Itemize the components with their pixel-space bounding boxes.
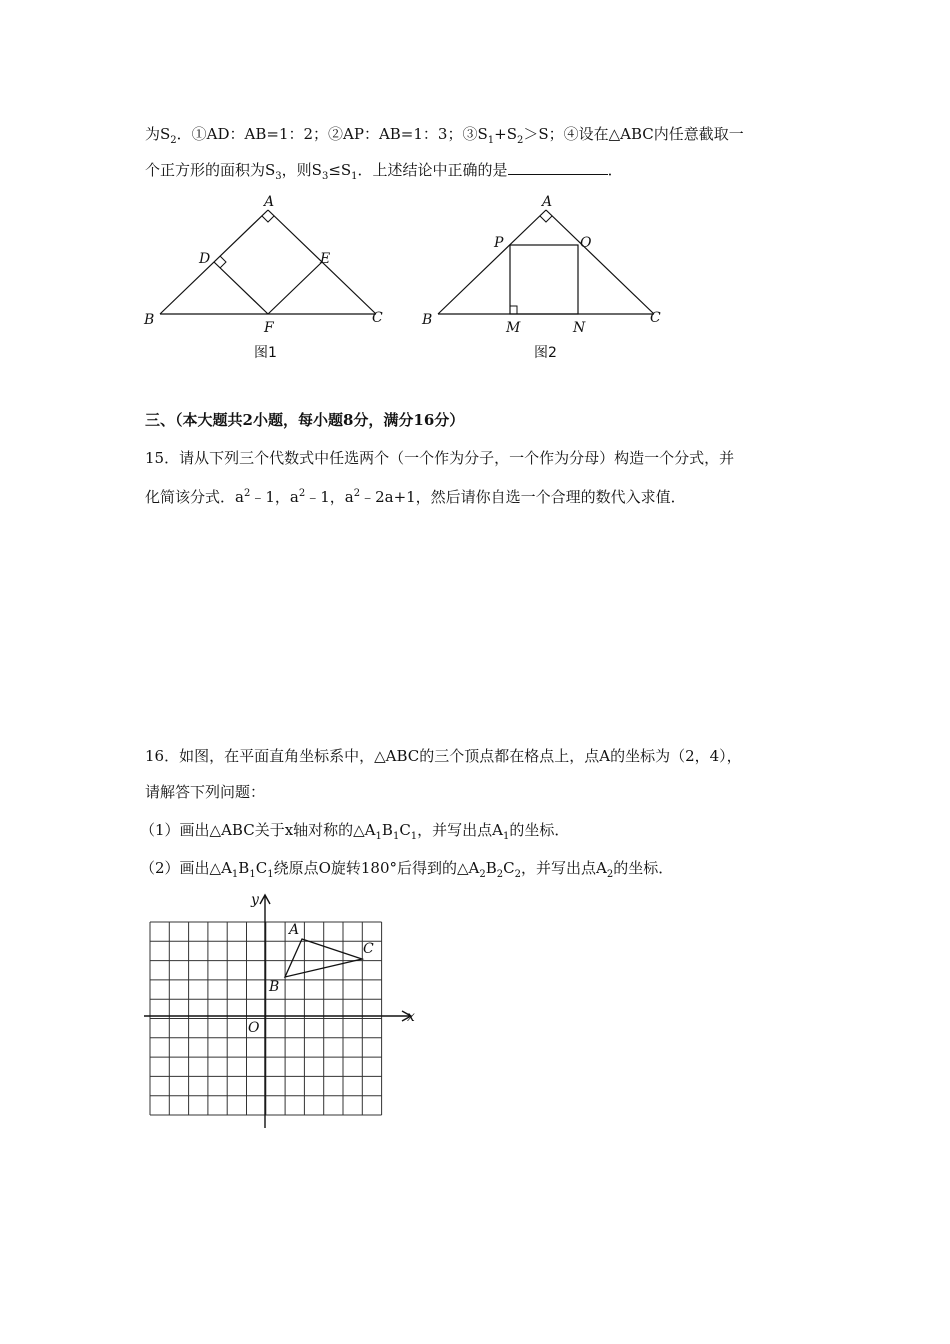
q16-text-line1: 16．如图，在平面直角坐标系中，△ABC的三个顶点都在格点上，点A的坐标为（2，4）， — [145, 747, 742, 765]
fig1-caption: 图1 — [254, 345, 277, 361]
fig2-right-angle-m — [510, 306, 517, 314]
fig2-label-a: A — [542, 194, 553, 210]
q14-text-line2: 个正方形的面积为$S_3$，则$S_3\le S_1$．上述结论中正确的是 ． — [145, 161, 623, 182]
axis-label-x: x — [407, 1009, 415, 1025]
fig1-right-angle-d — [220, 256, 226, 268]
point-label-b: B — [269, 979, 280, 995]
coordinate-grid — [140, 890, 430, 1135]
fig1-label-a: A — [264, 194, 275, 210]
origin-label: O — [248, 1020, 260, 1036]
fig2-label-b: B — [422, 312, 433, 328]
q16-part1: （1）画出△ABC关于x轴对称的$\triangle A_1B_1C_1$，并写出点$A_1$的坐标． — [140, 821, 570, 842]
fig1-seg-df — [214, 262, 268, 314]
answer-blank[interactable] — [508, 160, 608, 175]
q14-text-line1: 为$S_2$．①AD：AB=1：2；②AP：AB=1：3；$③S_1+S_2>S$；④设在△ABC内任意截取一 — [145, 125, 744, 146]
fig1-label-d: D — [199, 251, 211, 267]
fig2-label-c: C — [650, 310, 661, 326]
q15-text-line1: 15．请从下列三个代数式中任选两个（一个作为分子，一个作为分母）构造一个分式，并 — [145, 449, 735, 467]
point-label-c: C — [363, 941, 374, 957]
q16-part2: （2）画出$\triangle A_1B_1C_1$绕原点O旋转180°后得到的$\triangle A_2B_2C_2$，并写出点$A_2$的坐标． — [140, 859, 674, 880]
figure-2 — [418, 190, 678, 345]
figure-1 — [140, 190, 400, 345]
fig2-side-ab — [438, 210, 546, 314]
fig2-label-m: M — [506, 320, 521, 336]
fig1-seg-ef — [268, 262, 322, 314]
fig2-caption: 图2 — [534, 345, 557, 361]
grid-lines — [150, 922, 382, 1115]
fig2-right-angle-a — [540, 216, 552, 222]
fig1-label-c: C — [372, 310, 383, 326]
fig2-square-pomn — [510, 245, 578, 314]
fig1-label-e: E — [320, 251, 331, 267]
q16-text-line2: 请解答下列问题： — [145, 783, 266, 801]
fig1-label-f: F — [264, 320, 274, 336]
fig1-right-angle-a — [262, 216, 274, 222]
fig2-label-p: P — [494, 235, 504, 251]
fig2-side-ac — [546, 210, 654, 314]
axis-label-y: y — [251, 892, 259, 908]
section-3-heading: 三、（本大题共2小题，每小题8分，满分16分） — [145, 411, 465, 429]
point-label-a: A — [289, 922, 300, 938]
fig2-label-n: N — [573, 320, 586, 336]
fig1-label-b: B — [144, 312, 155, 328]
q15-text-line2: 化简该分式．$a^2﹣1$，$a^2﹣1$，$a^2﹣2a+1$，然后请你自选一个合理的数代入求值． — [145, 488, 686, 506]
fig2-label-o: O — [580, 235, 592, 251]
